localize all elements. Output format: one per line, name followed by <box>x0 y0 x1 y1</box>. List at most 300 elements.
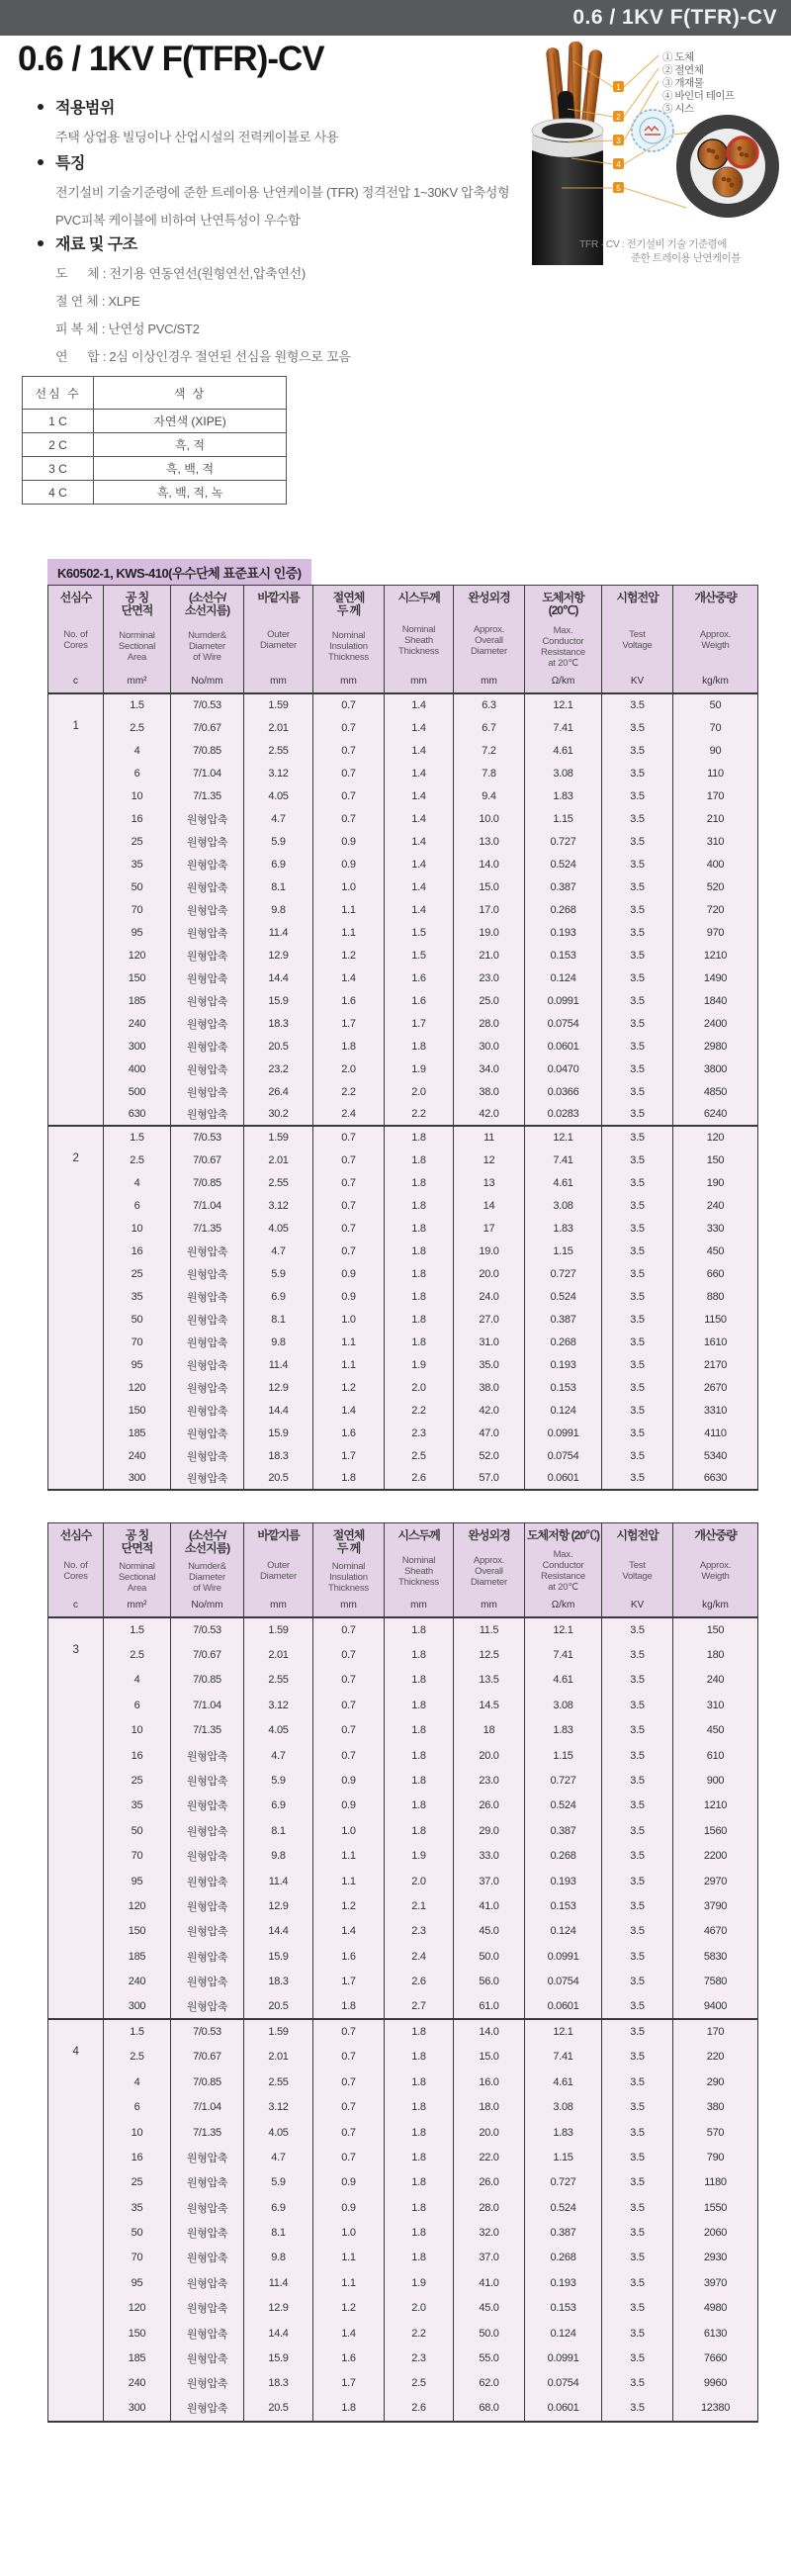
spec-value-cell: 12.1 <box>525 1126 602 1149</box>
table-row <box>48 1262 758 1285</box>
core-group-2c <box>48 1126 758 1490</box>
spec-value-cell: 3.5 <box>602 693 673 716</box>
spec-value-cell: 2200 <box>673 1844 758 1869</box>
spec-value-cell: 원형압축 <box>171 2321 244 2346</box>
spec-value-cell: 7/0.85 <box>171 2070 244 2094</box>
spec-value-cell: 1210 <box>673 944 758 966</box>
spec-value-cell: 3.5 <box>602 2195 673 2220</box>
spec-value-cell: 5.9 <box>244 1768 313 1793</box>
table-row <box>48 1422 758 1444</box>
spec-value-cell: 30.2 <box>244 1103 313 1126</box>
spec-value-cell: 5.9 <box>244 2170 313 2195</box>
spec-value-cell: 0.0601 <box>525 1467 602 1490</box>
spec-value-cell: 900 <box>673 1768 758 1793</box>
table-row <box>48 1994 758 2019</box>
spec-value-cell: 170 <box>673 2019 758 2044</box>
column-header: 공 칭 단면적 Norminal Sectional Area mm² <box>104 1523 171 1618</box>
spec-value-cell: 1.7 <box>385 1012 454 1035</box>
spec-value-cell: 7/1.04 <box>171 1693 244 1717</box>
spec-value-cell: 1.15 <box>525 1240 602 1262</box>
table-row <box>48 1376 758 1399</box>
spec-value-cell: 원형압축 <box>171 944 244 966</box>
spec-value-cell: 150 <box>104 1919 171 1944</box>
table-row <box>48 1171 758 1194</box>
spec-value-cell: 1.6 <box>313 1944 385 1969</box>
spec-value-cell: 12.1 <box>525 693 602 716</box>
spec-value-cell: 1.0 <box>313 1308 385 1331</box>
spec-value-cell: 9960 <box>673 2371 758 2396</box>
spec-value-cell: 7.41 <box>525 2045 602 2070</box>
marker-number: 3 <box>616 137 621 145</box>
spec-value-cell: 150 <box>104 2321 171 2346</box>
table-row <box>48 1035 758 1058</box>
spec-value-cell: 0.7 <box>313 1642 385 1667</box>
spec-value-cell: 41.0 <box>454 2270 525 2295</box>
spec-value-cell: 10 <box>104 1718 171 1743</box>
spec-value-cell: 150 <box>104 1399 171 1422</box>
spec-value-cell: 24.0 <box>454 1285 525 1308</box>
spec-value-cell: 1.83 <box>525 1217 602 1240</box>
spec-value-cell: 10 <box>104 784 171 807</box>
spec-value-cell: 2.01 <box>244 1149 313 1171</box>
spec-value-cell: 300 <box>104 1994 171 2019</box>
table-row <box>48 2070 758 2094</box>
table-row <box>48 1103 758 1126</box>
spec-value-cell: 16 <box>104 807 171 830</box>
spec-value-cell: 330 <box>673 1217 758 1240</box>
section-text: 주택 상업용 빌딩이나 산업시설의 전력케이블로 사용 <box>55 130 339 144</box>
spec-value-cell: 6 <box>104 1194 171 1217</box>
spec-value-cell: 1.4 <box>385 716 454 739</box>
spec-value-cell: 4670 <box>673 1919 758 1944</box>
table-row <box>48 693 758 716</box>
table-row <box>23 433 287 457</box>
spec-value-cell: 17.0 <box>454 898 525 921</box>
spec-value-cell: 1.4 <box>385 762 454 784</box>
spec-value-cell: 185 <box>104 2346 171 2370</box>
spec-value-cell: 1.83 <box>525 784 602 807</box>
spec-value-cell: 18.3 <box>244 1012 313 1035</box>
spec-value-cell: 0.0366 <box>525 1080 602 1103</box>
spec-value-cell: 26.0 <box>454 1794 525 1818</box>
spec-value-cell: 1.2 <box>313 1893 385 1918</box>
spec-value-cell: 7/1.35 <box>171 1217 244 1240</box>
spec-value-cell: 0.153 <box>525 944 602 966</box>
spec-value-cell: 0.7 <box>313 1743 385 1768</box>
spec-value-cell: 1.8 <box>385 1331 454 1353</box>
spec-value-cell: 4110 <box>673 1422 758 1444</box>
cores-count-cell: 2 <box>48 1126 104 1490</box>
spec-value-cell: 520 <box>673 875 758 898</box>
spec-value-cell: 2.4 <box>313 1103 385 1126</box>
spec-value-cell: 1.8 <box>385 1240 454 1262</box>
spec-value-cell: 16 <box>104 1240 171 1262</box>
spec-value-cell: 3.5 <box>602 1444 673 1467</box>
spec-value-cell: 4.05 <box>244 1217 313 1240</box>
table-row <box>23 481 287 505</box>
spec-value-cell: 2.6 <box>385 2396 454 2421</box>
spec-value-cell: 1490 <box>673 966 758 989</box>
spec-value-cell: 1.4 <box>385 807 454 830</box>
spec-value-cell: 9.8 <box>244 1331 313 1353</box>
spec-value-cell: 0.7 <box>313 784 385 807</box>
spec-value-cell: 8.1 <box>244 875 313 898</box>
spec-value-cell: 1.1 <box>313 1353 385 1376</box>
spec-value-cell: 62.0 <box>454 2371 525 2396</box>
table-row <box>48 1126 758 1149</box>
spec-value-cell: 3.5 <box>602 1844 673 1869</box>
spec-value-cell: 450 <box>673 1240 758 1262</box>
spec-value-cell: 0.268 <box>525 1331 602 1353</box>
spec-value-cell: 660 <box>673 1262 758 1285</box>
spec-value-cell: 4.7 <box>244 1743 313 1768</box>
core-count-cell: 4 C <box>23 481 94 505</box>
spec-value-cell: 5340 <box>673 1444 758 1467</box>
spec-value-cell: 500 <box>104 1080 171 1103</box>
spec-value-cell: 9.4 <box>454 784 525 807</box>
spec-value-cell: 7/1.04 <box>171 1194 244 1217</box>
spec-value-cell: 70 <box>104 1844 171 1869</box>
spec-value-cell: 12.9 <box>244 944 313 966</box>
spec-value-cell: 0.7 <box>313 1194 385 1217</box>
spec-value-cell: 3.5 <box>602 853 673 875</box>
spec-value-cell: 0.7 <box>313 2120 385 2145</box>
spec-value-cell: 70 <box>673 716 758 739</box>
spec-value-cell: 3.5 <box>602 1794 673 1818</box>
table-row <box>48 921 758 944</box>
spec-value-cell: 12.9 <box>244 1893 313 1918</box>
spec-value-cell: 0.7 <box>313 2070 385 2094</box>
spec-value-cell: 원형압축 <box>171 1869 244 1893</box>
spec-value-cell: 3.5 <box>602 1642 673 1667</box>
spec-value-cell: 2.0 <box>385 1080 454 1103</box>
spec-value-cell: 1.1 <box>313 1869 385 1893</box>
spec-value-cell: 1.59 <box>244 2019 313 2044</box>
spec-value-cell: 3.5 <box>602 1919 673 1944</box>
spec-value-cell: 45.0 <box>454 1919 525 1944</box>
column-header: 시스두께 Nominal Sheath Thickness mm <box>385 1523 454 1618</box>
spec-value-cell: 18.3 <box>244 1444 313 1467</box>
spec-value-cell: 1.4 <box>385 739 454 762</box>
table-row <box>48 853 758 875</box>
spec-value-cell: 3.5 <box>602 1126 673 1149</box>
spec-value-cell: 11 <box>454 1126 525 1149</box>
spec-value-cell: 2980 <box>673 1035 758 1058</box>
spec-value-cell: 원형압축 <box>171 853 244 875</box>
table-row <box>48 739 758 762</box>
spec-value-cell: 3.5 <box>602 1768 673 1793</box>
spec-value-cell: 3.5 <box>602 2246 673 2270</box>
spec-value-cell: 790 <box>673 2145 758 2169</box>
spec-value-cell: 3.5 <box>602 1012 673 1035</box>
spec-value-cell: 0.7 <box>313 693 385 716</box>
spec-value-cell: 원형압축 <box>171 1035 244 1058</box>
spec-value-cell: 0.153 <box>525 1893 602 1918</box>
spec-value-cell: 0.524 <box>525 2195 602 2220</box>
spec-value-cell: 6630 <box>673 1467 758 1490</box>
spec-value-cell: 0.387 <box>525 1818 602 1843</box>
table-row <box>48 2371 758 2396</box>
spec-value-cell: 16 <box>104 2145 171 2169</box>
column-header: 공 칭 단면적 Norminal Sectional Area mm² <box>104 586 171 694</box>
spec-value-cell: 7/1.35 <box>171 2120 244 2145</box>
legend-item: ④ 바인더 테이프 <box>662 90 735 102</box>
column-header: 도체저항 (20℃) Max. Conductor Resistance at 20℃ Ω/km <box>525 586 602 694</box>
spec-value-cell: 6 <box>104 2094 171 2119</box>
spec-value-cell: 185 <box>104 1944 171 1969</box>
spec-value-cell: 7.41 <box>525 1642 602 1667</box>
spec-value-cell: 0.9 <box>313 830 385 853</box>
spec-value-cell: 7/1.35 <box>171 1718 244 1743</box>
spec-value-cell: 0.193 <box>525 921 602 944</box>
table-row <box>48 1080 758 1103</box>
table-row <box>48 1217 758 1240</box>
spec-value-cell: 7/1.35 <box>171 784 244 807</box>
spec-value-cell: 14 <box>454 1194 525 1217</box>
spec-value-cell: 원형압축 <box>171 830 244 853</box>
spec-value-cell: 1.8 <box>385 2195 454 2220</box>
spec-value-cell: 3.5 <box>602 2296 673 2321</box>
spec-value-cell: 0.7 <box>313 1718 385 1743</box>
spec-value-cell: 42.0 <box>454 1103 525 1126</box>
table-row <box>48 966 758 989</box>
spec-value-cell: 11.4 <box>244 921 313 944</box>
spec-value-cell: 240 <box>673 1194 758 1217</box>
column-header: 개산중량 Approx. Weigth kg/km <box>673 1523 758 1618</box>
spec-value-cell: 120 <box>104 2296 171 2321</box>
spec-value-cell: 3.5 <box>602 944 673 966</box>
spec-value-cell: 0.727 <box>525 1768 602 1793</box>
spec-value-cell: 원형압축 <box>171 2270 244 2295</box>
spec-value-cell: 0.193 <box>525 2270 602 2295</box>
core-count-cell: 1 C <box>23 410 94 433</box>
table-row <box>48 1668 758 1693</box>
spec-value-cell: 61.0 <box>454 1994 525 2019</box>
spec-value-cell: 450 <box>673 1718 758 1743</box>
spec-value-cell: 95 <box>104 921 171 944</box>
spec-value-cell: 2670 <box>673 1376 758 1399</box>
column-header: 시험전압 Test Voltage KV <box>602 1523 673 1618</box>
table-row <box>48 1467 758 1490</box>
spec-value-cell: 원형압축 <box>171 1103 244 1126</box>
spec-value-cell: 0.124 <box>525 1399 602 1422</box>
column-header: 개산중량 Approx. Weigth kg/km <box>673 586 758 694</box>
spec-value-cell: 25 <box>104 2170 171 2195</box>
spec-value-cell: 18.0 <box>454 2094 525 2119</box>
spec-value-cell: 14.4 <box>244 2321 313 2346</box>
spec-value-cell: 3.5 <box>602 762 673 784</box>
spec-value-cell: 20.0 <box>454 1743 525 1768</box>
spec-value-cell: 240 <box>104 1012 171 1035</box>
spec-value-cell: 1.6 <box>313 989 385 1012</box>
spec-value-cell: 6.9 <box>244 2195 313 2220</box>
spec-value-cell: 0.7 <box>313 1668 385 1693</box>
spec-value-cell: 7/0.53 <box>171 1126 244 1149</box>
table-row <box>48 807 758 830</box>
spec-value-cell: 20.5 <box>244 2396 313 2421</box>
spec-value-cell: 18.3 <box>244 2371 313 2396</box>
column-header: (소선수/ 소선지름) Numder& Diameter of Wire No/mm <box>171 586 244 694</box>
spec-value-cell: 6 <box>104 762 171 784</box>
spec-value-cell: 9.8 <box>244 2246 313 2270</box>
spec-value-cell: 원형압축 <box>171 966 244 989</box>
spec-value-cell: 7580 <box>673 1969 758 1993</box>
spec-value-cell: 2.2 <box>385 1399 454 1422</box>
spec-value-cell: 3.5 <box>602 2371 673 2396</box>
spec-value-cell: 1.8 <box>385 1285 454 1308</box>
spec-value-cell: 1840 <box>673 989 758 1012</box>
spec-value-cell: 180 <box>673 1642 758 1667</box>
table-row <box>48 2346 758 2370</box>
spec-value-cell: 2.55 <box>244 1171 313 1194</box>
table-row <box>48 716 758 739</box>
spec-value-cell: 3.5 <box>602 1240 673 1262</box>
spec-value-cell: 원형압축 <box>171 2396 244 2421</box>
spec-value-cell: 310 <box>673 1693 758 1717</box>
spec-value-cell: 23.0 <box>454 966 525 989</box>
bullet-icon <box>38 104 44 110</box>
bullet-icon <box>38 240 44 246</box>
spec-value-cell: 1.2 <box>313 1376 385 1399</box>
spec-value-cell: 1.1 <box>313 2246 385 2270</box>
spec-value-cell: 3.5 <box>602 1399 673 1422</box>
spec-value-cell: 0.387 <box>525 875 602 898</box>
color-table-header-cores: 선심 수 <box>23 377 94 410</box>
table-row <box>48 2094 758 2119</box>
section-materials <box>38 231 350 365</box>
spec-value-cell: 1.8 <box>385 1768 454 1793</box>
spec-value-cell: 3.5 <box>602 1893 673 1918</box>
spec-value-cell: 3.5 <box>602 807 673 830</box>
spec-value-cell: 7/0.53 <box>171 1617 244 1642</box>
spec-value-cell: 6.9 <box>244 853 313 875</box>
spec-value-cell: 2.0 <box>313 1058 385 1080</box>
spec-table-1c-2c <box>47 585 758 1491</box>
spec-value-cell: 1.6 <box>385 966 454 989</box>
spec-value-cell: 3.5 <box>602 1353 673 1376</box>
spec-value-cell: 95 <box>104 1353 171 1376</box>
spec-value-cell: 57.0 <box>454 1467 525 1490</box>
spec-value-cell: 240 <box>104 2371 171 2396</box>
spec-value-cell: 2170 <box>673 1353 758 1376</box>
spec-value-cell: 0.524 <box>525 853 602 875</box>
cores-count-cell: 1 <box>48 693 104 1126</box>
spec-value-cell: 1.2 <box>313 2296 385 2321</box>
spec-value-cell: 1.7 <box>313 1444 385 1467</box>
spec-value-cell: 1.8 <box>385 1035 454 1058</box>
spec-value-cell: 원형압축 <box>171 1012 244 1035</box>
spec-value-cell: 35 <box>104 2195 171 2220</box>
spec-value-cell: 6130 <box>673 2321 758 2346</box>
table-row <box>48 1969 758 1993</box>
spec-value-cell: 2.4 <box>385 1944 454 1969</box>
spec-value-cell: 1.8 <box>385 1126 454 1149</box>
column-header: 바깥지름 Outer Diameter mm <box>244 586 313 694</box>
spec-value-cell: 3.5 <box>602 1818 673 1843</box>
spec-value-cell: 3.5 <box>602 2270 673 2295</box>
column-header: 절연체 두 께 Nominal Insulation Thickness mm <box>313 586 385 694</box>
spec-value-cell: 210 <box>673 807 758 830</box>
spec-value-cell: 3800 <box>673 1058 758 1080</box>
spec-value-cell: 원형압축 <box>171 1444 244 1467</box>
cable-diagram <box>502 40 791 275</box>
spec-value-cell: 1.1 <box>313 1844 385 1869</box>
spec-value-cell: 3.08 <box>525 1194 602 1217</box>
spec-value-cell: 원형압축 <box>171 1893 244 1918</box>
spec-value-cell: 원형압축 <box>171 2346 244 2370</box>
spec-value-cell: 3.5 <box>602 1467 673 1490</box>
diagram-legend <box>662 51 735 116</box>
spec-value-cell: 0.9 <box>313 1794 385 1818</box>
spec-value-cell: 70 <box>104 898 171 921</box>
core-count-cell: 3 C <box>23 457 94 481</box>
spec-value-cell: 300 <box>104 2396 171 2421</box>
spec-value-cell: 1.8 <box>313 1467 385 1490</box>
table-row <box>48 1944 758 1969</box>
spec-value-cell: 13.5 <box>454 1668 525 1693</box>
spec-value-cell: 10 <box>104 1217 171 1240</box>
spec-value-cell: 3970 <box>673 2270 758 2295</box>
spec-value-cell: 41.0 <box>454 1893 525 1918</box>
spec-value-cell: 2.2 <box>313 1080 385 1103</box>
spec-value-cell: 12.9 <box>244 2296 313 2321</box>
spec-value-cell: 원형압축 <box>171 1353 244 1376</box>
spec-value-cell: 4.05 <box>244 1718 313 1743</box>
spec-value-cell: 1.8 <box>385 1617 454 1642</box>
spec-value-cell: 3.5 <box>602 1718 673 1743</box>
legend-item: ① 도체 <box>662 51 694 63</box>
column-header: 바깥지름 Outer Diameter mm <box>244 1523 313 1618</box>
cores-count-cell: 4 <box>48 2019 104 2421</box>
spec-value-cell: 1.8 <box>385 1718 454 1743</box>
spec-value-cell: 630 <box>104 1103 171 1126</box>
spec-value-cell: 400 <box>673 853 758 875</box>
table-row <box>48 1331 758 1353</box>
table-row <box>48 1743 758 1768</box>
spec-value-cell: 1.9 <box>385 1353 454 1376</box>
spec-value-cell: 70 <box>104 1331 171 1353</box>
spec-value-cell: 원형압축 <box>171 921 244 944</box>
spec-value-cell: 0.7 <box>313 1171 385 1194</box>
standard-badge: K60502-1, KWS-410(우수단체 표준표시 인증) <box>47 559 311 586</box>
spec-value-cell: 68.0 <box>454 2396 525 2421</box>
spec-value-cell: 3.5 <box>602 1217 673 1240</box>
spec-value-cell: 0.7 <box>313 762 385 784</box>
spec-value-cell: 1550 <box>673 2195 758 2220</box>
spec-value-cell: 0.0991 <box>525 1422 602 1444</box>
spec-value-cell: 0.7 <box>313 716 385 739</box>
spec-value-cell: 3.5 <box>602 2346 673 2370</box>
spec-value-cell: 3.5 <box>602 2094 673 2119</box>
spec-value-cell: 원형압축 <box>171 898 244 921</box>
spec-value-cell: 4 <box>104 739 171 762</box>
core-color-cell: 자연색 (XIPE) <box>94 410 287 433</box>
spec-value-cell: 0.153 <box>525 2296 602 2321</box>
spec-value-cell: 11.5 <box>454 1617 525 1642</box>
header-bar-title: 0.6 / 1KV F(TFR)-CV <box>572 6 777 29</box>
spec-value-cell: 4.7 <box>244 1240 313 1262</box>
spec-value-cell: 3.5 <box>602 1308 673 1331</box>
section-text: 전기설비 기술기준령에 준한 트레이용 난연케이블 (TFR) 정격전압 1~30KV 압축성형 <box>55 185 510 200</box>
spec-value-cell: 3.5 <box>602 2019 673 2044</box>
spec-value-cell: 15.9 <box>244 1422 313 1444</box>
spec-value-cell: 3.5 <box>602 716 673 739</box>
spec-value-cell: 1.0 <box>313 875 385 898</box>
spec-value-cell: 0.0470 <box>525 1058 602 1080</box>
spec-value-cell: 0.7 <box>313 1240 385 1262</box>
spec-value-cell: 0.7 <box>313 1126 385 1149</box>
spec-value-cell: 0.7 <box>313 1149 385 1171</box>
